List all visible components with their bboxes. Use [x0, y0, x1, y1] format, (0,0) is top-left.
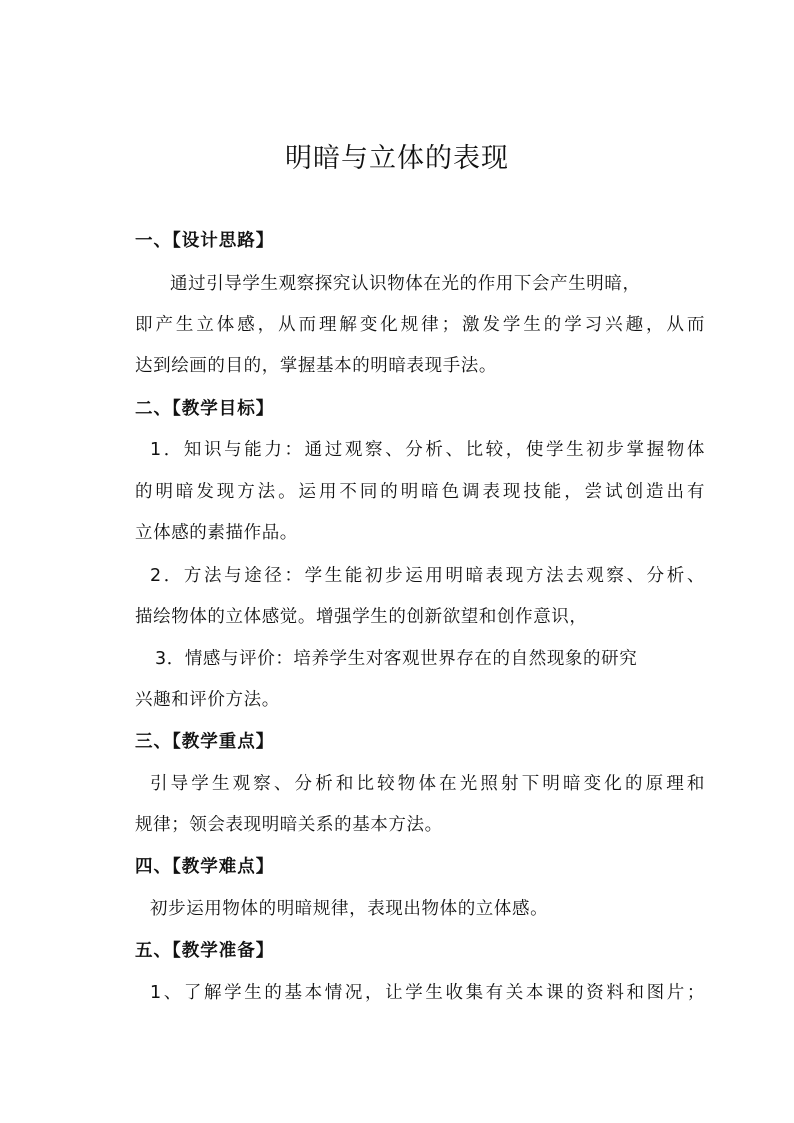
paragraph-line: 规律；领会表现明暗关系的基本方法。 — [135, 815, 443, 835]
paragraph-line: 描绘物体的立体感觉。增强学生的创新欲望和创作意识， — [135, 607, 588, 627]
document-title: 明暗与立体的表现 — [285, 143, 509, 174]
paragraph-line: 2．方法与途径：学生能初步运用明暗表现方法去观察、分析、 — [150, 566, 705, 586]
section-heading-design: 一、【设计思路】 — [135, 231, 275, 251]
section-heading-difficulties: 四、【教学难点】 — [135, 857, 275, 877]
paragraph-line: 1、了解学生的基本情况，让学生收集有关本课的资料和图片； — [150, 983, 705, 1003]
paragraph-line: 的明暗发现方法。运用不同的明暗色调表现技能，尝试创造出有 — [135, 482, 705, 502]
paragraph-line: 立体感的素描作品。 — [135, 523, 298, 543]
paragraph-line: 引导学生观察、分析和比较物体在光照射下明暗变化的原理和 — [150, 774, 705, 794]
paragraph-line: 1．知识与能力：通过观察、分析、比较，使学生初步掌握物体 — [150, 440, 705, 460]
paragraph-line: 即产生立体感，从而理解变化规律；激发学生的学习兴趣，从而 — [135, 315, 705, 335]
paragraph-line: 达到绘画的目的，掌握基本的明暗表现手法。 — [135, 356, 497, 376]
paragraph-line: 3．情感与评价：培养学生对客观世界存在的自然现象的研究 — [155, 649, 638, 669]
paragraph-line: 初步运用物体的明暗规律，表现出物体的立体感。 — [150, 899, 549, 919]
section-heading-goals: 二、【教学目标】 — [135, 399, 275, 419]
paragraph-line: 兴趣和评价方法。 — [135, 690, 280, 710]
paragraph-line: 通过引导学生观察探究认识物体在光的作用下会产生明暗， — [170, 274, 641, 294]
section-heading-key-points: 三、【教学重点】 — [135, 732, 275, 752]
section-heading-preparation: 五、【教学准备】 — [135, 941, 275, 961]
